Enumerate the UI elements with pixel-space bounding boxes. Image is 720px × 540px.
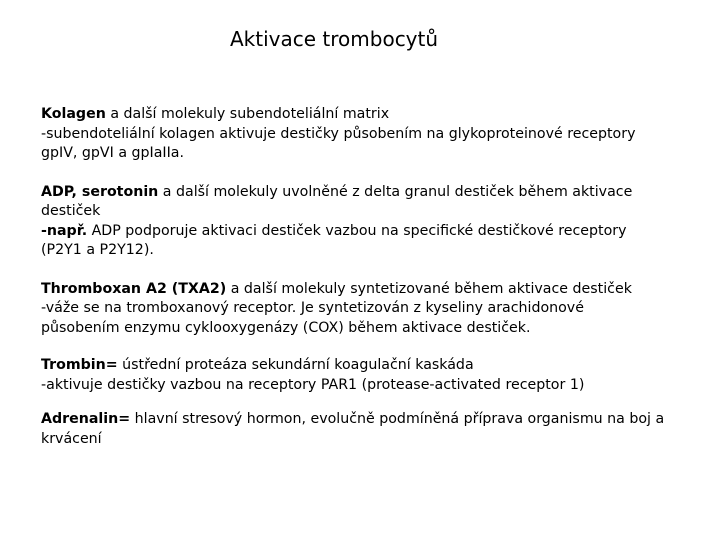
- section-keyword: -např.: [41, 222, 88, 239]
- section-keyword: Thromboxan A2 (TXA2): [41, 280, 227, 297]
- section-text-line: -subendoteliální kolagen aktivuje destičky působením na glykoproteinové receptory: [41, 125, 636, 142]
- section-text-line: gpIV, gpVI a gpIaIIa.: [41, 145, 184, 161]
- slide-content: [41, 105, 691, 449]
- section-text-line: krvácení: [41, 430, 102, 447]
- section-heading-line: [41, 105, 691, 125]
- section-keyword: Adrenalin=: [41, 411, 131, 427]
- section-heading-rest: a další molekuly syntetizované během aktivace destiček: [226, 280, 632, 297]
- section-adp-serotonin: [41, 183, 691, 261]
- section-text-line: -váže se na tromboxanový receptor. Je syntetizován z kyseliny arachidonové: [41, 300, 584, 316]
- section-text-line: [41, 222, 691, 242]
- section-text-line: (P2Y1 a P2Y12).: [41, 242, 154, 258]
- section-heading-line: [41, 280, 691, 300]
- section-text-line: destiček: [41, 203, 101, 219]
- section-heading-rest: ústřední proteáza sekundární koagulační kaskáda: [117, 357, 474, 373]
- section-keyword: Trombin=: [41, 357, 118, 373]
- section-heading-rest: a další molekuly subendoteliální matrix: [105, 106, 390, 122]
- section-heading-line: [41, 183, 691, 203]
- section-adrenalin: [41, 410, 691, 449]
- section-text-line: působením enzymu cyklooxygenázy (COX) během aktivace destiček.: [41, 319, 531, 336]
- section-text-rest: ADP podporuje aktivaci destiček vazbou na specifické destičkové receptory: [87, 222, 627, 239]
- section-thromboxan: [41, 280, 691, 339]
- section-heading-line: [41, 410, 691, 430]
- section-kolagen: [41, 105, 691, 164]
- section-keyword: ADP, serotonin: [41, 183, 159, 200]
- section-keyword: Kolagen: [41, 106, 106, 122]
- section-heading-rest: a další molekuly uvolněné z delta granul destiček během aktivace: [158, 183, 633, 200]
- section-heading-line: [41, 356, 691, 376]
- section-trombin: [41, 356, 691, 395]
- section-heading-rest: hlavní stresový hormon, evolučně podmíněná příprava organismu na boj a: [130, 411, 665, 427]
- section-text-line: -aktivuje destičky vazbou na receptory PAR1 (protease-activated receptor 1): [41, 376, 585, 393]
- page-title: Aktivace trombocytů: [230, 27, 439, 51]
